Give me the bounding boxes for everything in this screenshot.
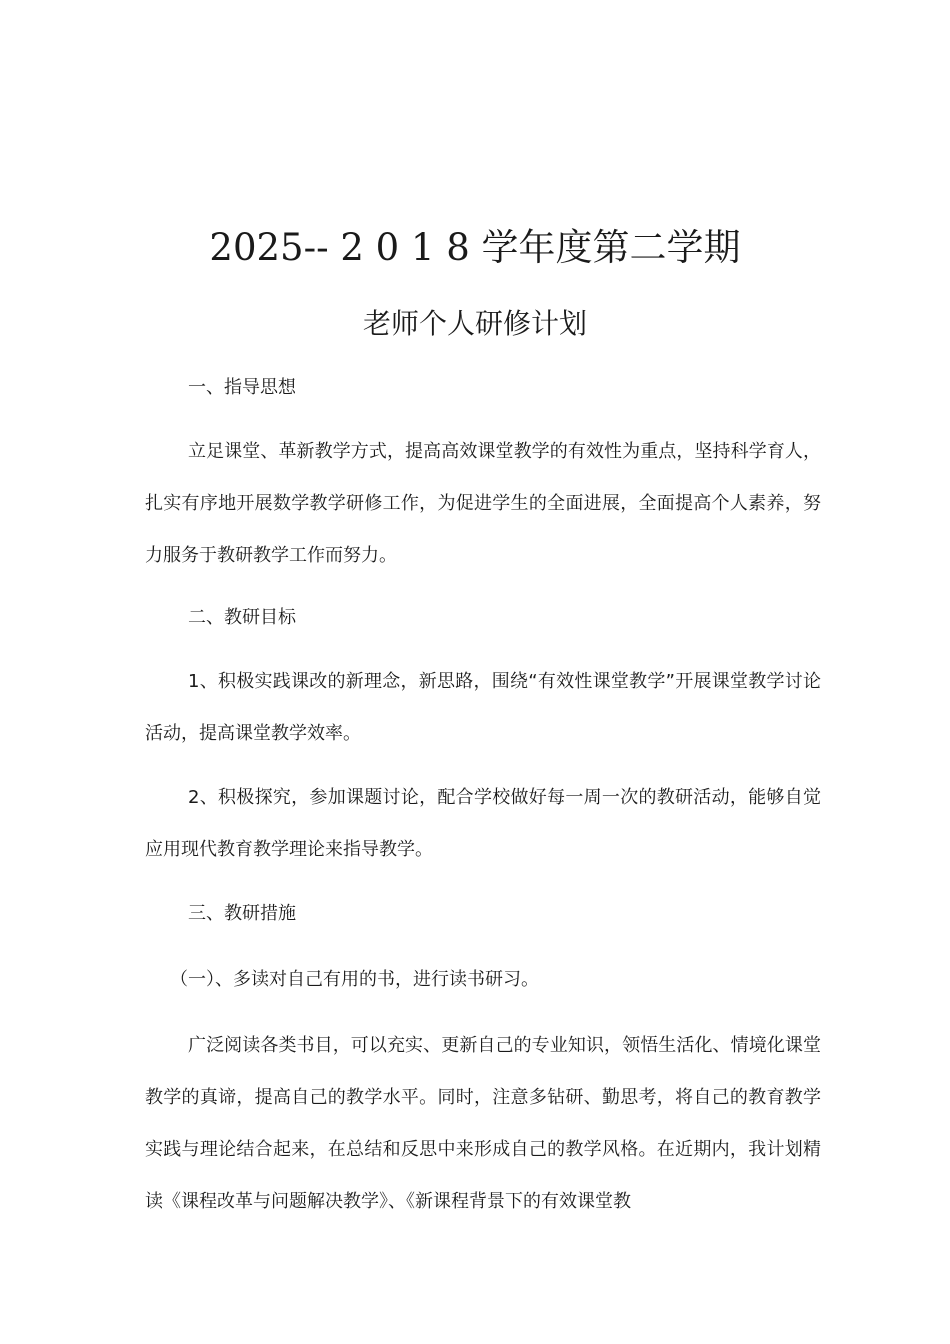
document-title: 2025-- 2 0 1 8 学年度第二学期 [209, 226, 741, 269]
section-heading-guiding-thought: 一、指导思想 [188, 377, 296, 398]
section-heading-research-measures: 三、教研措施 [188, 903, 296, 924]
paragraph-guiding-thought: 立足课堂、革新教学方式，提高高效课堂教学的有效性为重点，坚持科学育人，扎实有序地开展数学教学研修工作，为促进学生的全面进展，全面提高个人素养，努力服务于教研教学工作而努力。 [145, 441, 821, 566]
paragraph-goal-2: 2、积极探究，参加课题讨论，配合学校做好每一周一次的教研活动，能够自觉应用现代教育教学理论来指导教学。 [145, 787, 821, 860]
paragraph-goal-1: 1、积极实践课改的新理念，新思路，围绕“有效性课堂教学”开展课堂教学讨论活动，提高课堂教学效率。 [145, 671, 821, 744]
sub-heading-reading: （一）、多读对自己有用的书，进行读书研习。 [170, 969, 539, 990]
document-subtitle: 老师个人研修计划 [362, 307, 587, 340]
section-heading-research-goals: 二、教研目标 [188, 607, 296, 628]
paragraph-reading: 广泛阅读各类书目，可以充实、更新自己的专业知识，领悟生活化、情境化课堂教学的真谛，提高自己的教学水平。同时，注意多钻研、勤思考，将自己的教育教学实践与理论结合起来，在总结和反思中来形成自己的教学风格。在近期内，我计划精读《课程改革与问题解决教学》、《新课程背景下的有效课堂教 [145, 1035, 821, 1212]
